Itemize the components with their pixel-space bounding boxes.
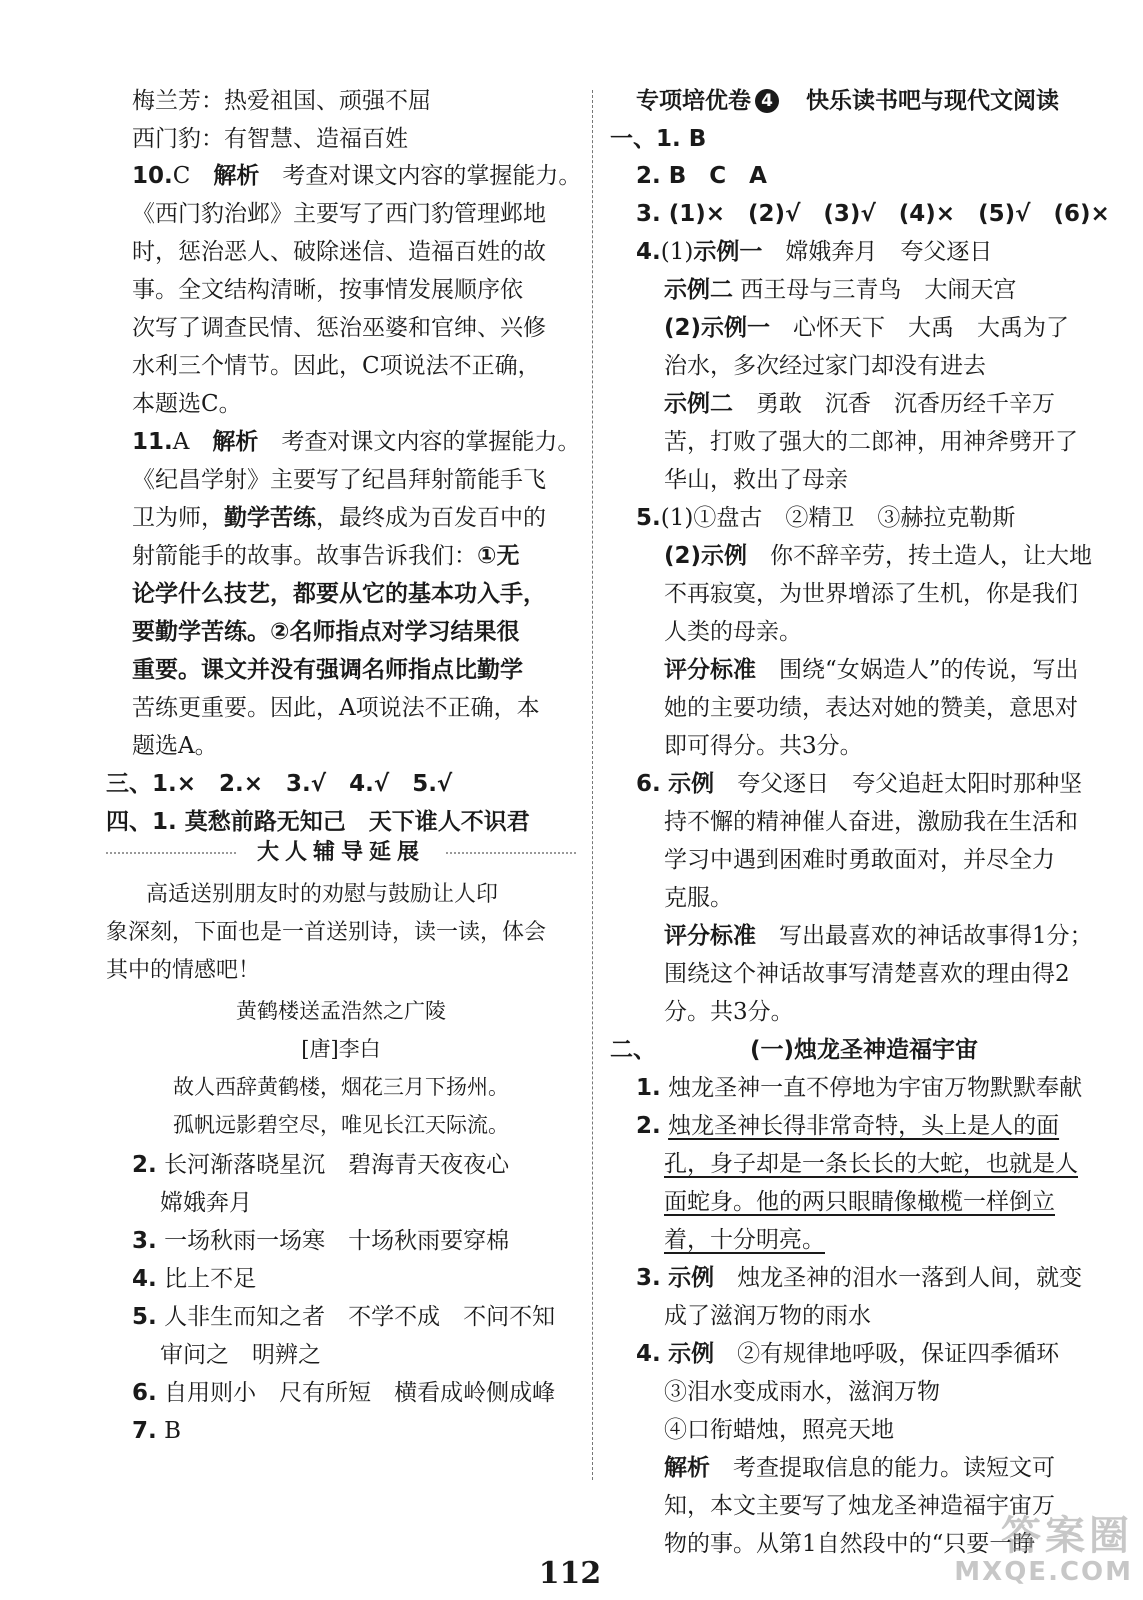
text-segment: 夸父逐日 夸父追赶太阳时那种坚 <box>737 771 1083 797</box>
text-segment: ，最终成为百发百中的 <box>316 505 546 531</box>
analysis-line <box>132 503 546 533</box>
bold-text: ①无 <box>477 543 520 569</box>
answer-line: 学习中遇到困难时勇敢面对，并尽全力 <box>664 847 1055 873</box>
question-number: 2. <box>132 1152 157 1178</box>
answer-line: 她的主要功绩，表达对她的赞美，意思对 <box>664 695 1078 721</box>
extension-paragraph: 其中的情感吧！ <box>106 958 261 983</box>
example-tag: 示例 <box>668 1341 715 1367</box>
answer-3 <box>132 1226 509 1256</box>
answer-line <box>664 313 1069 343</box>
answer-choice: C <box>172 163 191 189</box>
header-text: 专项培优卷 <box>636 88 751 114</box>
poem-author: [唐]李白 <box>301 1037 381 1061</box>
question-number: 11. <box>132 429 173 455</box>
answer-2 <box>636 1111 1059 1141</box>
question-10 <box>132 161 581 191</box>
answer-line: 苦，打败了强大的二郎神，用神斧劈开了 <box>664 429 1078 455</box>
text-segment: 烛龙圣神的泪水一落到人间，就变 <box>737 1265 1083 1291</box>
analysis-line: 苦练更重要。因此，A项说法不正确，本 <box>132 695 540 721</box>
text-segment: 考查提取信息的能力。读短文可 <box>733 1455 1055 1481</box>
analysis-line: 次写了调查民情、惩治巫婆和官绅、兴修 <box>132 315 546 341</box>
analysis-line: 水利三个情节。因此，C项说法不正确， <box>132 353 541 379</box>
underlined-text: 烛龙圣神长得非常奇特，头上是人的面 <box>668 1113 1060 1139</box>
answer-line: 梅兰芳：热爱祖国、顽强不屈 <box>132 88 431 114</box>
answer-line <box>664 1453 1055 1483</box>
answer-line: 克服。 <box>664 885 733 911</box>
analysis-text: 考查对课文内容的掌握能力。 <box>282 163 582 189</box>
answer-line: 围绕这个神话故事写清楚喜欢的理由得2 <box>664 961 1070 987</box>
answer-line <box>664 275 1016 305</box>
answer-line: 分。共3分。 <box>664 999 794 1025</box>
answer-1 <box>636 1073 1082 1103</box>
example-tag: 示例二 <box>664 391 733 417</box>
answer-line: 西门豹：有智慧、造福百姓 <box>132 126 408 152</box>
question-number: 5. <box>132 1304 157 1330</box>
extension-paragraph: 高适送别朋友时的劝慰与鼓励让人印 <box>146 882 499 907</box>
text-segment: 西王母与三青鸟 大闹天宫 <box>740 277 1017 303</box>
answer-text: 烛龙圣神一直不停地为宇宙万物默默奉献 <box>668 1075 1083 1101</box>
question-number: 6. <box>132 1380 157 1406</box>
question-number: 4. <box>636 239 661 265</box>
text-segment: (1)①盘古 ②精卫 ③赫拉克勒斯 <box>660 505 1016 531</box>
extension-title <box>106 838 576 868</box>
example-tag: 示例 <box>668 771 715 797</box>
example-tag: 示例一 <box>693 239 763 265</box>
question-number: 2. <box>636 1113 661 1139</box>
text-segment: 心怀天下 大禹 大禹为了 <box>793 315 1070 341</box>
bold-text: 重要。课文并没有强调名师指点比勤学 <box>132 657 523 683</box>
answer-line <box>664 655 1079 685</box>
answer-text: 一场秋雨一场寒 十场秋雨要穿棉 <box>164 1228 510 1254</box>
example-tag: (2)示例一 <box>664 315 771 341</box>
text-segment: 嫦娥奔月 夸父逐日 <box>785 239 993 265</box>
question-number: 3. <box>636 1265 661 1291</box>
section-3-answers: 三、1.× 2.× 3.√ 4.√ 5.√ <box>106 771 453 797</box>
underlined-text: 孔，身子却是一条长长的大蛇，也就是人 <box>664 1151 1078 1177</box>
extension-title-text: 大人辅导延展 <box>256 840 425 865</box>
watermark-url: MXQE.COM <box>954 1557 1133 1587</box>
text-segment: 你不辞辛劳，抟土造人，让大地 <box>770 543 1093 569</box>
analysis-text: 考查对课文内容的掌握能力。 <box>281 429 581 455</box>
page-number: 112 <box>538 1556 602 1591</box>
answer-line <box>664 541 1092 571</box>
answer-text: 人非生而知之者 不学不成 不问不知 <box>164 1304 556 1330</box>
question-number: 7. <box>132 1418 157 1444</box>
answer-line: ④口衔蜡烛，照亮天地 <box>664 1417 894 1443</box>
answer-line: 人类的母亲。 <box>664 619 802 645</box>
answer-5 <box>636 503 1015 533</box>
underlined-text: 着，十分明亮。 <box>664 1227 825 1253</box>
analysis-tag: 解析 <box>664 1455 710 1481</box>
analysis-line: 本题选C。 <box>132 391 242 417</box>
answer-6 <box>132 1378 555 1408</box>
header-text: 快乐读书吧与现代文阅读 <box>806 88 1059 114</box>
analysis-line <box>132 541 519 571</box>
answer-line: 持不懈的精神催人奋进，激励我在生活和 <box>664 809 1078 835</box>
answer-line: 治水，多次经过家门却没有进去 <box>664 353 986 379</box>
answer-line: 一、1. B <box>610 126 707 152</box>
answer-line: 知，本文主要写了烛龙圣神造福宇宙万 <box>664 1493 1055 1519</box>
analysis-line: 时，惩治恶人、破除迷信、造福百姓的故 <box>132 239 546 265</box>
passage-title: (一)烛龙圣神造福宇宙 <box>750 1037 979 1063</box>
question-11 <box>132 427 580 457</box>
answer-line: 物的事。从第1自然段中的“只要一睁 <box>664 1531 1036 1557</box>
example-tag: 示例 <box>668 1265 715 1291</box>
text-segment: 写出最喜欢的神话故事得1分； <box>779 923 1093 949</box>
answer-7 <box>132 1416 181 1446</box>
question-number: 6. <box>636 771 661 797</box>
section-header <box>636 86 1059 116</box>
section-2-label: 二、 <box>610 1037 656 1063</box>
text-segment: 围绕“女娲造人”的传说，写出 <box>779 657 1079 683</box>
analysis-line: 事。全文结构清晰，按事情发展顺序依 <box>132 277 523 303</box>
text-segment: ②有规律地呼吸，保证四季循环 <box>737 1341 1060 1367</box>
analysis-line-bold: 论学什么技艺，都要从它的基本功入手， <box>132 581 546 607</box>
answer-3 <box>636 1263 1082 1293</box>
answer-line: 不再寂寞，为世界增添了生机，你是我们 <box>664 581 1078 607</box>
analysis-tag: 解析 <box>213 163 260 189</box>
question-number: 10. <box>132 163 173 189</box>
answer-6 <box>636 769 1082 799</box>
number-badge: 4 <box>755 89 779 113</box>
poem-line: 孤帆远影碧空尽，唯见长江天际流。 <box>173 1113 509 1137</box>
answer-5 <box>132 1302 555 1332</box>
answer-4 <box>636 1339 1059 1369</box>
analysis-line-bold: 要勤学苦练。②名师指点对学习结果很 <box>132 619 520 645</box>
watermark-logo-text: 答案圈 <box>1001 1513 1133 1559</box>
scoring-tag: 评分标准 <box>664 657 756 683</box>
question-number: 5. <box>636 505 661 531</box>
section-4-answers: 四、1. 莫愁前路无知己 天下谁人不识君 <box>106 809 530 835</box>
question-number: 4. <box>132 1266 157 1292</box>
answer-text: 嫦娥奔月 <box>160 1190 252 1216</box>
answer-line: 成了滋润万物的雨水 <box>664 1303 871 1329</box>
underlined-text: 面蛇身。他的两只眼睛像橄榄一样倒立 <box>664 1189 1055 1215</box>
answer-text: 比上不足 <box>164 1266 257 1292</box>
answer-line: 华山，救出了母亲 <box>664 467 848 493</box>
analysis-tag: 解析 <box>212 429 259 455</box>
poem-title: 黄鹤楼送孟浩然之广陵 <box>236 999 446 1023</box>
poem-line: 故人西辞黄鹤楼，烟花三月下扬州。 <box>173 1075 509 1099</box>
analysis-line: 《西门豹治邺》主要写了西门豹管理邺地 <box>132 201 546 227</box>
text-segment: 射箭能手的故事。故事告诉我们： <box>132 543 477 569</box>
answer-text: 自用则小 尺有所短 横看成岭侧成峰 <box>164 1380 556 1406</box>
scoring-tag: 评分标准 <box>664 923 756 949</box>
answer-line: 2. B C A <box>636 163 767 189</box>
analysis-line <box>132 655 523 685</box>
bold-text: 勤学苦练 <box>224 505 316 531</box>
answer-text: 长河渐落晓星沉 碧海青天夜夜心 <box>164 1152 510 1178</box>
analysis-line: 《纪昌学射》主要写了纪昌拜射箭能手飞 <box>132 467 546 493</box>
text-segment: (1) <box>660 239 694 265</box>
example-tag: (2)示例 <box>664 543 748 569</box>
answer-line <box>664 921 1093 951</box>
answer-line: 即可得分。共3分。 <box>664 733 863 759</box>
question-number: 1. <box>636 1075 661 1101</box>
question-number: 3. <box>132 1228 157 1254</box>
answer-2 <box>132 1150 509 1180</box>
analysis-line: 题选A。 <box>132 733 218 759</box>
answer-line: 3. (1)× (2)√ (3)√ (4)× (5)√ (6)× <box>636 201 1110 227</box>
answer-text: 审问之 明辨之 <box>160 1342 321 1368</box>
answer-line <box>664 389 1055 419</box>
extension-paragraph: 象深刻，下面也是一首送别诗，读一读，体会 <box>106 920 547 945</box>
text-segment: 勇敢 沉香 沉香历经千辛万 <box>756 391 1055 417</box>
text-segment: 卫为师， <box>132 505 224 531</box>
answer-4 <box>636 237 992 267</box>
answer-text: B <box>164 1418 181 1444</box>
question-number: 4. <box>636 1341 661 1367</box>
column-divider <box>592 90 593 1480</box>
answer-line: ③泪水变成雨水，滋润万物 <box>664 1379 940 1405</box>
example-tag: 示例二 <box>664 277 733 303</box>
watermark <box>954 1514 1133 1586</box>
answer-4 <box>132 1264 256 1294</box>
answer-choice: A <box>172 429 190 455</box>
